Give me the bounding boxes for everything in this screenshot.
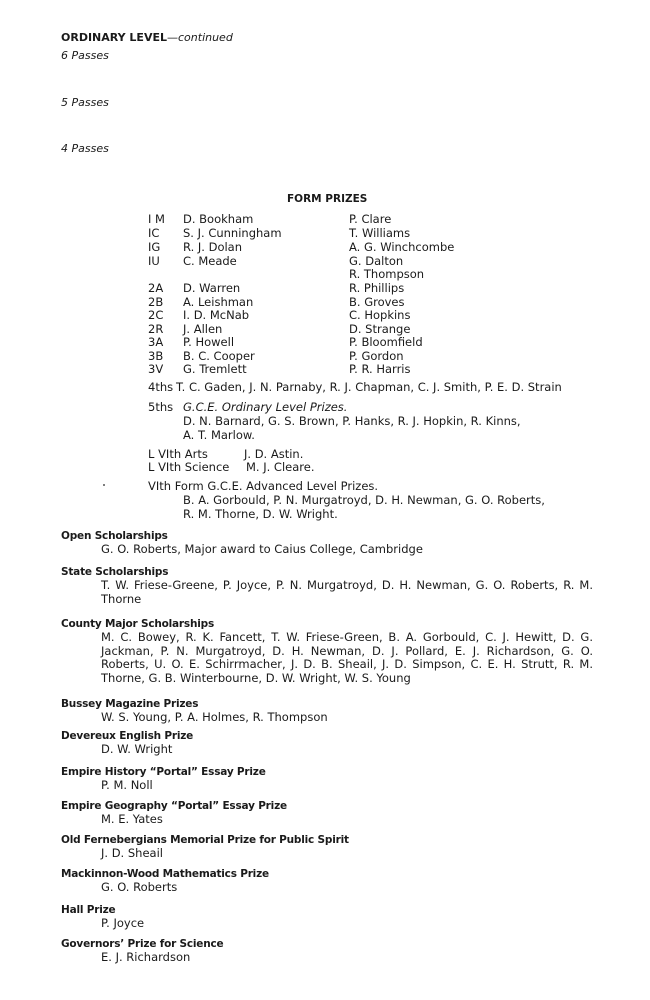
section-body: W. S. Young, P. A. Holmes, R. Thompson [101, 710, 328, 724]
section-body: M. E. Yates [101, 812, 163, 826]
second-prize: P. Gordon [349, 349, 404, 363]
lvi-science-label: L VIth Science [148, 460, 230, 474]
section-body: T. W. Friese-Greene, P. Joyce, P. N. Murgatroyd, D. H. Newman, G. O. Roberts, R. M. Thorne [101, 578, 593, 606]
section-title: Governors’ Prize for Science [61, 938, 224, 950]
vi-names-2: R. M. Thorne, D. W. Wright. [183, 507, 338, 521]
form-label: 3A [148, 335, 164, 349]
section-title: County Major Scholarships [61, 618, 214, 630]
form-label: IC [148, 226, 160, 240]
form-label: 3B [148, 349, 164, 363]
vi-heading: VIth Form G.C.E. Advanced Level Prizes. [148, 479, 379, 493]
section-body: P. M. Noll [101, 778, 153, 792]
lvi-arts-label: L VIth Arts [148, 447, 208, 461]
vi-names-1: B. A. Gorbould, P. N. Murgatroyd, D. H. Newman, G. O. Roberts, [183, 493, 545, 507]
second-prize: T. Williams [349, 226, 411, 240]
section-title: Bussey Magazine Prizes [61, 698, 199, 710]
second-prize: B. Groves [349, 295, 405, 309]
first-prize: D. Bookham [183, 212, 254, 226]
section-body: E. J. Richardson [101, 950, 191, 964]
first-prize: J. Allen [183, 322, 223, 336]
form-label: 2C [148, 308, 164, 322]
section-body: G. O. Roberts, Major award to Caius College, Cambridge [101, 542, 423, 556]
fourths-label: 4ths [148, 380, 174, 394]
second-prize: D. Strange [349, 322, 411, 336]
form-label: 3V [148, 362, 164, 376]
first-prize: A. Leishman [183, 295, 254, 309]
section-title: Empire Geography “Portal” Essay Prize [61, 800, 287, 812]
lvi-science-name: M. J. Cleare. [246, 460, 315, 474]
passes-6: 6 Passes [61, 49, 109, 62]
fifths-names-2: A. T. Marlow. [183, 428, 255, 442]
stray-mark [103, 484, 105, 486]
fifths-names-1: D. N. Barnard, G. S. Brown, P. Hanks, R. J. Hopkin, R. Kinns, [183, 414, 521, 428]
form-label: IG [148, 240, 161, 254]
form-label: I M [148, 212, 165, 226]
form-label: 2B [148, 295, 164, 309]
section-body: P. Joyce [101, 916, 145, 930]
first-prize: P. Howell [183, 335, 235, 349]
heading-bold: ORDINARY LEVEL [61, 31, 167, 44]
passes-5: 5 Passes [61, 96, 109, 109]
section-title: Empire History “Portal” Essay Prize [61, 766, 266, 778]
section-title: Open Scholarships [61, 530, 168, 542]
section-body: D. W. Wright [101, 742, 173, 756]
section-title: State Scholarships [61, 566, 169, 578]
section-title: Hall Prize [61, 904, 116, 916]
section-body: J. D. Sheail [101, 846, 163, 860]
form-label: 2R [148, 322, 164, 336]
page-heading [61, 31, 233, 44]
second-prize: R. Thompson [349, 267, 425, 281]
first-prize: R. J. Dolan [183, 240, 243, 254]
first-prize: C. Meade [183, 254, 237, 268]
section-title: Old Fernebergians Memorial Prize for Public Spirit [61, 834, 349, 846]
second-prize: A. G. Winchcombe [349, 240, 455, 254]
second-prize: P. R. Harris [349, 362, 411, 376]
fourths-names: T. C. Gaden, J. N. Parnaby, R. J. Chapman, C. J. Smith, P. E. D. Strain [176, 380, 562, 394]
passes-4: 4 Passes [61, 142, 109, 155]
second-prize: G. Dalton [349, 254, 404, 268]
second-prize: P. Bloomfield [349, 335, 423, 349]
second-prize: P. Clare [349, 212, 392, 226]
second-prize: C. Hopkins [349, 308, 411, 322]
form-label: 2A [148, 281, 164, 295]
second-prize: R. Phillips [349, 281, 405, 295]
first-prize: S. J. Cunningham [183, 226, 282, 240]
section-body: G. O. Roberts [101, 880, 178, 894]
fifths-heading: G.C.E. Ordinary Level Prizes. [183, 400, 348, 414]
first-prize: D. Warren [183, 281, 241, 295]
section-title: Devereux English Prize [61, 730, 194, 742]
section-title: Mackinnon-Wood Mathematics Prize [61, 868, 269, 880]
form-prizes-title: FORM PRIZES [287, 193, 368, 205]
first-prize: B. C. Cooper [183, 349, 255, 363]
section-body: M. C. Bowey, R. K. Fancett, T. W. Friese-Green, B. A. Gorbould, C. J. Hewitt, D. G. Jackman, P. N. Murgatroyd, D. H. Newman, D. J. Pollard, E. J. Richardson, G. O. Roberts, U. O. E. Schirrmacher, J. D. B. Sheail, J. D. Simpson, C. E. H. Strutt, R. M. Thorne, G. B. Winterbourne, D. W. Wright, W. S. Young [101, 630, 593, 685]
heading-italic: —continued [167, 31, 233, 44]
first-prize: I. D. McNab [183, 308, 250, 322]
form-label: IU [148, 254, 160, 268]
lvi-arts-name: J. D. Astin. [244, 447, 304, 461]
fifths-label: 5ths [148, 400, 174, 414]
first-prize: G. Tremlett [183, 362, 247, 376]
